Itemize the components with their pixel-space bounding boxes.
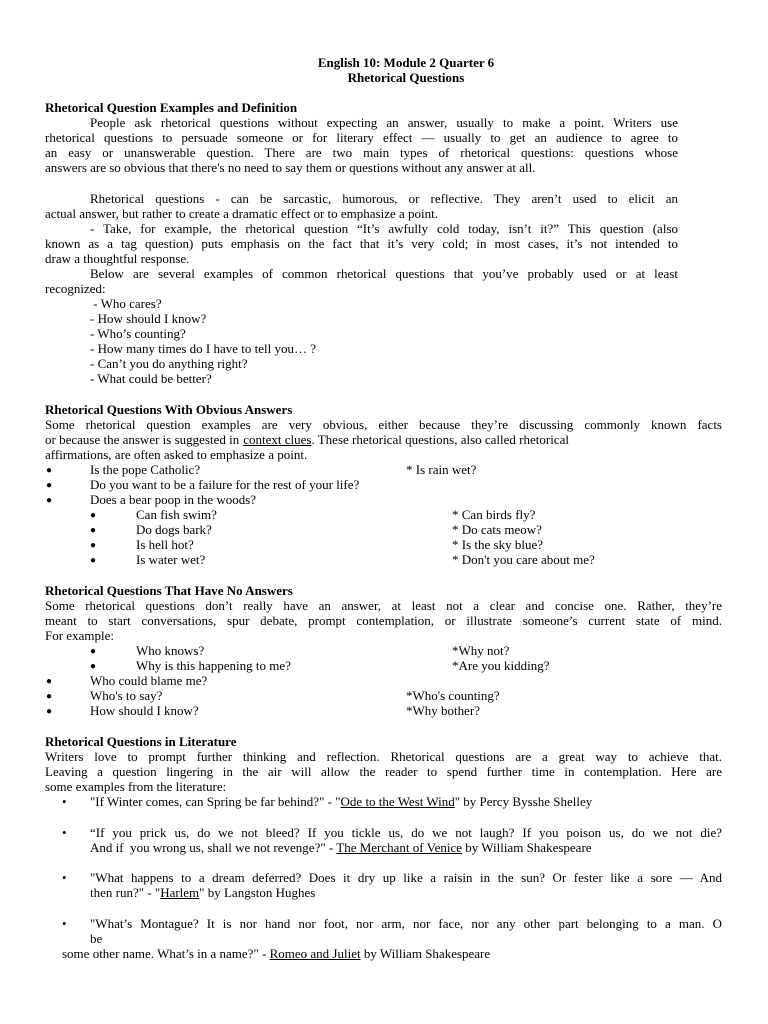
section-heading-no-answers: Rhetorical Questions That Have No Answers — [45, 583, 293, 598]
section-heading-definition: Rhetorical Question Examples and Definition — [45, 100, 298, 115]
paragraph-line: affirmations, are often asked to emphasize a point. — [45, 447, 308, 462]
merchant-of-venice-link[interactable]: The Merchant of Venice — [336, 840, 462, 855]
list-item: Who could blame me? — [90, 673, 208, 688]
bullet-icon: ● — [90, 646, 97, 657]
bullet-icon: ● — [90, 555, 97, 566]
paragraph-line: meant to start conversations, spur debate, prompt contemplation, or illustrate someone’s current state of mind. — [45, 613, 722, 628]
paragraph-line: some examples from the literature: — [45, 779, 227, 794]
quote-item: "What’s Montague? It is nor hand nor foot, nor arm, nor face, nor any other part belonging to a man. O — [90, 916, 722, 931]
paragraph-line: draw a thoughtful response. — [45, 251, 190, 266]
paragraph-line: answers are so obvious that there's no need to say them or questions without any answer at all. — [45, 160, 536, 175]
paragraph-line: - Take, for example, the rhetorical question “It’s awfully cold today, isn’t it?” This question (also — [90, 221, 678, 236]
example-item: - Who cares? — [90, 296, 162, 311]
paragraph-line: People ask rhetorical questions without expecting an answer, usually to make a point. Writers use — [90, 115, 678, 130]
list-item: Is the pope Catholic? — [90, 462, 201, 477]
bullet-icon: ● — [46, 706, 53, 717]
ode-to-the-west-wind-link[interactable]: Ode to the West Wind — [340, 794, 455, 809]
section-heading-obvious-answers: Rhetorical Questions With Obvious Answers — [45, 402, 293, 417]
bullet-icon: ● — [46, 495, 53, 506]
list-item-right: *Who's counting? — [406, 688, 500, 703]
list-item-right: *Are you kidding? — [452, 658, 550, 673]
quote-item: then run?" - "Harlem" by Langston Hughes — [90, 885, 316, 900]
example-item: - How many times do I have to tell you… ? — [90, 341, 317, 356]
bullet-icon: ● — [46, 691, 53, 702]
list-item: Is water wet? — [136, 552, 206, 567]
page-subtitle: Rhetorical Questions — [347, 70, 465, 85]
bullet-icon: ● — [90, 525, 97, 536]
section-heading-literature: Rhetorical Questions in Literature — [45, 734, 237, 749]
bullet-icon: ● — [90, 661, 97, 672]
bullet-icon: • — [62, 794, 67, 809]
quote-item: "If Winter comes, can Spring be far behind?" - "Ode to the West Wind" by Percy Bysshe Shelley — [90, 794, 593, 809]
bullet-icon: • — [62, 916, 67, 931]
list-item: Why is this happening to me? — [136, 658, 291, 673]
quote-item: And if you wrong us, shall we not revenge?" - The Merchant of Venice by William Shakespeare — [90, 840, 592, 855]
paragraph-line: Some rhetorical questions don’t really have an answer, at least not a clear and concise one. Rather, they’re — [45, 598, 722, 613]
paragraph-line: or because the answer is suggested in context clues. These rhetorical questions, also called rhetorical — [45, 432, 569, 447]
quote-item: "What happens to a dream deferred? Does it dry up like a raisin in the sun? Or fester like a sore — And — [90, 870, 722, 885]
romeo-and-juliet-link[interactable]: Romeo and Juliet — [269, 946, 361, 961]
list-item: Do dogs bark? — [136, 522, 212, 537]
list-item-right: *Why bother? — [406, 703, 481, 718]
paragraph-line: Leaving a question lingering in the air will allow the reader to spend further time in contemplation. Here are — [45, 764, 722, 779]
list-item-right: *Why not? — [452, 643, 510, 658]
list-item-right: * Can birds fly? — [452, 507, 536, 522]
list-item: Do you want to be a failure for the rest of your life? — [90, 477, 360, 492]
paragraph-line: known as a tag question) puts emphasis on the fact that it’s very cold; in most cases, it’s not intended to — [45, 236, 678, 251]
example-item: - Who’s counting? — [90, 326, 186, 341]
paragraph-line: For example: — [45, 628, 114, 643]
bullet-icon: ● — [46, 465, 53, 476]
quote-item: be — [90, 931, 103, 946]
list-item-right: * Don't you care about me? — [452, 552, 595, 567]
list-item: Who's to say? — [90, 688, 163, 703]
bullet-icon: ● — [90, 540, 97, 551]
paragraph-line: Rhetorical questions - can be sarcastic, humorous, or reflective. They aren’t used to elicit an — [90, 191, 678, 206]
list-item: Who knows? — [136, 643, 205, 658]
paragraph-line: rhetorical questions to persuade someone or for literary effect — usually to get an audience to agree to — [45, 130, 678, 145]
bullet-icon: ● — [90, 510, 97, 521]
example-item: - Can’t you do anything right? — [90, 356, 248, 371]
example-item: - What could be better? — [90, 371, 212, 386]
list-item: Can fish swim? — [136, 507, 217, 522]
context-clues-link[interactable]: context clues — [243, 432, 312, 447]
bullet-icon: • — [62, 870, 67, 885]
list-item: Is hell hot? — [136, 537, 194, 552]
paragraph-line: an easy or unanswerable question. There are two main types of rhetorical questions: questions whose — [45, 145, 678, 160]
list-item-right: * Is rain wet? — [406, 462, 477, 477]
harlem-link[interactable]: Harlem — [160, 885, 200, 900]
text-fragment: or because the answer is suggested in — [45, 432, 240, 447]
bullet-icon: ● — [46, 480, 53, 491]
bullet-icon: ● — [46, 676, 53, 687]
list-item: How should I know? — [90, 703, 199, 718]
list-item-right: * Is the sky blue? — [452, 537, 543, 552]
list-item: Does a bear poop in the woods? — [90, 492, 257, 507]
bullet-icon: • — [62, 825, 67, 840]
page-title: English 10: Module 2 Quarter 6 — [317, 55, 495, 70]
paragraph-line: Writers love to prompt further thinking and reflection. Rhetorical questions are a great way to achieve that. — [45, 749, 722, 764]
example-item: - How should I know? — [90, 311, 207, 326]
paragraph-line: Below are several examples of common rhetorical questions that you’ve probably used or at least — [90, 266, 678, 281]
list-item-right: * Do cats meow? — [452, 522, 542, 537]
quote-item: some other name. What’s in a name?" - Romeo and Juliet by William Shakespeare — [62, 946, 491, 961]
paragraph-line: recognized: — [45, 281, 106, 296]
paragraph-line: actual answer, but rather to create a dramatic effect or to emphasize a point. — [45, 206, 439, 221]
paragraph-line: Some rhetorical question examples are very obvious, either because they’re discussing commonly known facts — [45, 417, 722, 432]
quote-item: “If you prick us, do we not bleed? If you tickle us, do we not laugh? If you poison us, do we not die? — [90, 825, 722, 840]
